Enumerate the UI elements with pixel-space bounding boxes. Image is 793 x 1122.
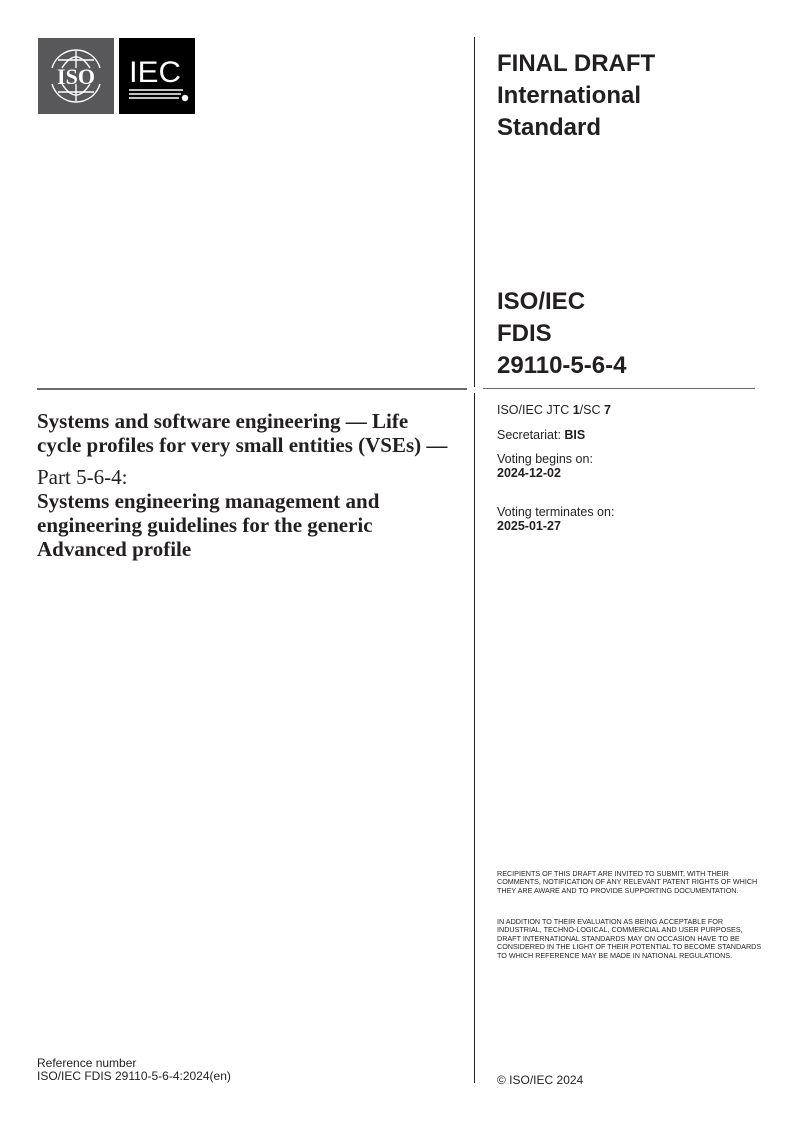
vertical-divider-bottom bbox=[474, 393, 475, 1083]
committee-prefix: ISO/IEC JTC bbox=[497, 403, 573, 417]
voting-begins bbox=[497, 452, 593, 480]
status-line-2: International bbox=[497, 82, 642, 109]
iso-globe-icon bbox=[38, 38, 114, 114]
voting-terminates-date: 2025-01-27 bbox=[497, 519, 561, 533]
title-main: Systems and software engineering — Life cycle profiles for very small entities (VSEs) — bbox=[37, 409, 448, 457]
number-line-3: 29110-5-6-4 bbox=[497, 352, 627, 379]
secretariat-info bbox=[497, 428, 585, 442]
number-line-1: ISO/IEC bbox=[497, 288, 586, 315]
voting-begins-date: 2024-12-02 bbox=[497, 466, 561, 480]
reference-number bbox=[37, 1057, 231, 1083]
voting-terminates-label: Voting terminates on: bbox=[497, 505, 615, 519]
committee-sc: 7 bbox=[603, 403, 611, 417]
copyright: © ISO/IEC 2024 bbox=[497, 1073, 584, 1087]
reference-value: ISO/IEC FDIS 29110-5-6-4:2024(en) bbox=[37, 1069, 231, 1083]
title-part: Part 5-6-4: bbox=[37, 465, 128, 489]
voting-terminates bbox=[497, 505, 614, 533]
horizontal-rule-right bbox=[483, 388, 755, 389]
patent-notice: RECIPIENTS OF THIS DRAFT ARE INVITED TO SUBMIT, WITH THEIR COMMENTS, NOTIFICATION OF ANY RELEVANT PATENT RIGHTS OF WHICH THEY ARE AWARE AND TO PROVIDE SUPPORTING DOCUMENTATION. bbox=[497, 869, 758, 895]
status-line-1: FINAL DRAFT bbox=[497, 50, 656, 77]
svg-text:ISO: ISO bbox=[57, 64, 95, 89]
document-status bbox=[497, 48, 655, 144]
committee-jtc: 1 bbox=[572, 403, 580, 417]
committee-sep: /SC bbox=[579, 403, 604, 417]
committee-info bbox=[497, 403, 611, 417]
iec-emblem-icon bbox=[119, 38, 195, 114]
horizontal-rule-left bbox=[37, 388, 467, 390]
voting-begins-label: Voting begins on: bbox=[497, 452, 593, 466]
secretariat-value: BIS bbox=[564, 428, 586, 442]
status-line-3: Standard bbox=[497, 114, 602, 141]
iec-logo bbox=[119, 38, 195, 114]
vertical-divider-top bbox=[474, 37, 475, 387]
title-subtitle: Systems engineering management and engineering guidelines for the generic Advanced profile bbox=[37, 489, 380, 561]
reference-label: Reference number bbox=[37, 1056, 137, 1070]
number-line-2: FDIS bbox=[497, 320, 552, 347]
svg-text:IEC: IEC bbox=[129, 56, 181, 89]
document-title bbox=[37, 409, 457, 561]
evaluation-notice: IN ADDITION TO THEIR EVALUATION AS BEING ACCEPTABLE FOR INDUSTRIAL, TECHNO-LOGICAL, COMMERCIAL AND USER PURPOSES, DRAFT INTERNATIONAL STANDARDS MAY ON OCCASION HAVE TO BE CONSIDERED IN THE LIGHT OF THEIR POTENTIAL TO BECOME STANDARDS TO WHICH REFERENCE MAY BE MADE IN NATIONAL REGULATIONS. bbox=[497, 917, 762, 960]
secretariat-label: Secretariat: bbox=[497, 428, 565, 442]
iso-logo bbox=[38, 38, 114, 114]
document-number bbox=[497, 286, 626, 382]
